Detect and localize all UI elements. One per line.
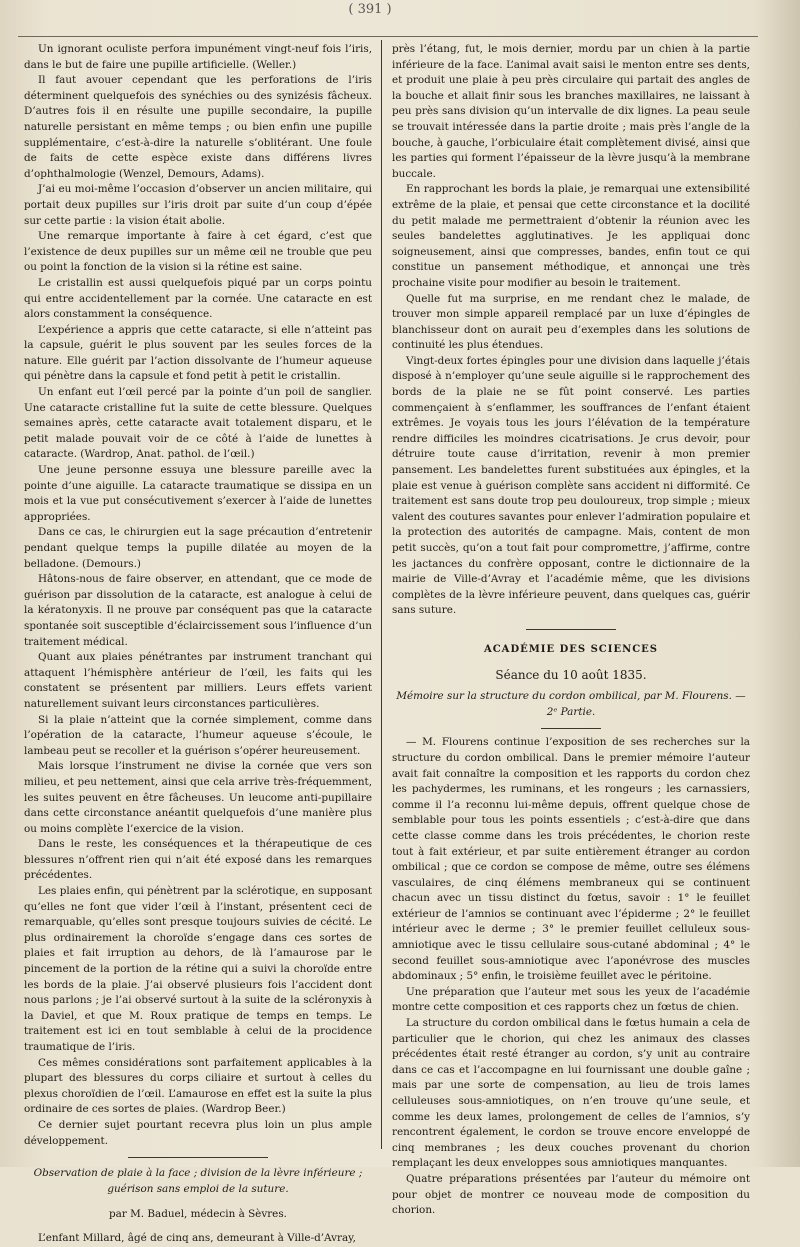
- paragraph: L’expérience a appris que cette cataracte, si elle n’atteint pas la capsule, guérit le plus souvent par les seules forces de la nature. Elle guérit par l’action dissolvante de l’humeur aqueuse qui pénètre dans la capsule et fond petit à petit le cristallin.: [24, 323, 372, 383]
- paragraph: Dans le reste, les conséquences et la thérapeutique de ces blessures n’offrent rien qui n’ait été exposé dans les remarques précédentes.: [24, 838, 372, 882]
- paragraph: Quatre préparations présentées par l’auteur du mémoire ont pour objet de montrer ce nouveau mode de composition du chorion.: [392, 1172, 750, 1217]
- paragraph: Vingt-deux fortes épingles pour une division dans laquelle j’étais disposé à n’employer qu’une seule aiguille si le rapprochement des bords de la plaie ne se fût point conservé. Les parties commençaient à s’enflammer, les souffrances de l’enfant étaient extrêmes. Je voyais tous les jours l’élévation de la température rendre difficiles les moindres cicatrisations. Je crus devoir, pour détruire toute cause d’irritation, revenir à mon premier pansement. Les bandelettes furent substituées aux épingles, et la plaie est venue à guérison complète sans accident ni difformité. Ce traitement est sans doute trop peu douloureux, trop simple ; mieux valent des coutures savantes pour enlever l’admiration populaire et la protection des autorités de campagne. Mais, content de mon petit succès, qu’on a tout fait pour compromettre, j’affirme, contre les jactances du confrère opposant, contre le dictionnaire de la mairie de Ville-d’Avray et l’académie même, que les divisions complètes de la lèvre inférieure peuvent, dans quelques cas, guérir sans suture.: [392, 354, 750, 617]
- section-rule: [128, 1157, 268, 1158]
- paragraph: Quelle fut ma surprise, en me rendant chez le malade, de trouver mon simple appareil remplacé par un luxe d’épingles de blanchisseur dont on aurait peu d’exemples dans les solutions de continuité les plus étendues.: [392, 292, 750, 352]
- right-column: [392, 42, 750, 1217]
- paragraph: — M. Flourens continue l’exposition de ses recherches sur la structure du cordon ombilical. Dans le premier mémoire l’auteur avait fait connaître la composition et les rapports du cordon chez les pachydermes, les ruminans, et les rongeurs ; les carnassiers, comme il l’a reconnu lui-même depuis, offrent quelque chose de semblable pour tous les points essentiels ; c’est-à-dire que dans cette classe comme dans les trois précédentes, le chorion reste tout à fait extérieur, et par suite entièrement étranger au cordon ombilical ; que ce cordon se compose de même, outre ses élémens vasculaires, de cinq élémens membraneux qui se continuent chacun avec un tissu distinct du fœtus, savoir : 1° le feuillet extérieur de l’amnios se continuant avec l’épiderme ; 2° le feuillet intérieur avec le derme ; 3° le premier feuillet celluleux sous-amniotique avec le tissu cellulaire sous-cutané abdominal ; 4° le second feuillet sous-amniotique avec l’aponévrose des muscles abdominaux ; 5° enfin, le troisième feuillet avec le péritoine.: [392, 736, 750, 983]
- paragraph: J’ai eu moi-même l’occasion d’observer un ancien militaire, qui portait deux pupilles sur l’iris droit par suite d’un coup d’épée sur cette partie : la vision était abolie.: [24, 183, 372, 227]
- column-divider: [381, 40, 382, 1149]
- paragraph: Il faut avouer cependant que les perforations de l’iris déterminent quelquefois des synéchies ou des synizésis fâcheux. D’autres fois il en résulte une pupille secondaire, la pupille naturelle persistant en même temps ; ou bien enfin une pupille supplémentaire, c’est-à-dire la naturelle s’oblitérant. Une foule de faits de cette espèce existe dans différens livres d’ophthalmologie (Wenzel, Demours, Adams).: [24, 74, 372, 180]
- paragraph: Une préparation que l’auteur met sous les yeux de l’académie montre cette composition et ces rapports chez un fœtus de chien.: [392, 985, 750, 1014]
- paragraph: Ce dernier sujet pourtant recevra plus loin un plus ample développement.: [24, 1118, 372, 1147]
- session-date: Séance du 10 août 1835.: [495, 667, 647, 682]
- paragraph: Quant aux plaies pénétrantes par instrument tranchant qui attaquent l’hémisphère antérieur de l’œil, les faits qui les constatent se présentent par milliers. Leurs effets varient naturellement suivant leurs circonstances particulières.: [24, 651, 372, 710]
- section-rule: [541, 728, 601, 729]
- paragraph: Un ignorant oculiste perfora impunément vingt-neuf fois l’iris, dans le but de faire une pupille artificielle. (Weller.): [24, 43, 372, 71]
- paragraph: Une jeune personne essuya une blessure pareille avec la pointe d’une aiguille. La cataracte traumatique se dissipa en un mois et la vue put consécutivement s’exercer à l’aide de lunettes appropriées.: [24, 464, 372, 523]
- paragraph: En rapprochant les bords la plaie, je remarquai une extensibilité extrême de la plaie, et pensai que cette circonstance et la docilité du petit malade me permettraient d’obtenir la réunion avec les seules bandelettes agglutinatives. Je les appliquai donc soigneusement, ainsi que compresses, bandes, enfin tout ce qui constitue un pansement méthodique, et annonçai une très prochaine visite pour modifier au besoin le traitement.: [392, 183, 750, 289]
- section-title: ACADÉMIE DES SCIENCES: [483, 643, 659, 655]
- paragraph: Dans ce cas, le chirurgien eut la sage précaution d’entretenir pendant quelque temps la pupille dilatée au moyen de la belladone. (Demours.): [24, 526, 372, 570]
- paragraph: Mais lorsque l’instrument ne divise la cornée que vers son milieu, et peu nettement, ainsi que cela arrive très-fréquemment, les suites peuvent en être fâcheuses. Un leucome anti-pupillaire dans cette circonstance anéantit quelquefois d’une manière plus ou moins complète l’exercice de la vision.: [24, 760, 372, 835]
- paragraph: L’enfant Millard, âgé de cinq ans, demeurant à Ville-d’Avray,: [38, 1231, 356, 1244]
- paragraph: Hâtons-nous de faire observer, en attendant, que ce mode de guérison par dissolution de la cataracte, est analogue à celui de la kératonyxis. Il ne prouve par conséquent pas que la cataracte spontanée soit susceptible d’éclaircissement sous l’influence d’un traitement médical.: [24, 573, 372, 648]
- paragraph: Les plaies enfin, qui pénètrent par la sclérotique, en supposant qu’elles ne font que vider l’œil à l’instant, présentent ceci de remarquable, qu’elles sont presque toujours suivies de cécité. Le plus ordinairement la choroïde s’engage dans ces sortes de plaies et fait irruption au dehors, de là l’amaurose par le pincement de la portion de la rétine qui a suivi la choroïde entre les bords de la plaie. J’ai observé plusieurs fois l’accident dont nous parlons ; je l’ai observé surtout à la suite de la scléronyxis à la Daviel, et que M. Roux pratique de temps en temps. Le traitement est ici en tout semblable à celui de la procidence traumatique de l’iris.: [24, 885, 372, 1053]
- page-number: ( 391 ): [348, 2, 392, 17]
- memoir-title: Mémoire sur la structure du cordon ombilical, par M. Flourens. — 2ᵉ Partie.: [396, 690, 746, 718]
- paragraph: La structure du cordon ombilical dans le fœtus humain a cela de particulier que le chorion, qui chez les animaux des classes précédentes était resté étranger au cordon, s’y unit au contraire dans ce cas et l’accompagne en lui fournissant une double gaîne ; mais par une sorte de compensation, au lieu de trois lames celluleuses sous-amniotiques, on n’en trouve qu’une seule, et comme les deux lames, prolongement de celles de l’amnios, s’y rencontrent également, le cordon se trouve encore enveloppé de cinq membranes ; les deux couches provenant du chorion remplaçant les deux enveloppes sous amniotiques manquantes.: [392, 1017, 750, 1170]
- paragraph: près l’étang, fut, le mois dernier, mordu par un chien à la partie inférieure de la face. L’animal avait saisi le menton entre ses dents, et produit une plaie à peu près circulaire qui partait des angles de la bouche et allait finir sous les branches maxillaires, ne laissant à peu près sans division qu’un intervalle de dix lignes. La peau seule se trouvait intéressée dans la partie droite ; mais près l’angle de la bouche, à gauche, l’orbiculaire était complètement divisé, ainsi que les parties qui forment l’épaisseur de la lèvre jusqu’à la membrane buccale.: [392, 43, 750, 180]
- paragraph: Ces mêmes considérations sont parfaitement applicables à la plupart des blessures du corps ciliaire et surtout à celles du plexus choroïdien de l’œil. L’amaurose en effet est la suite la plus ordinaire de ces sortes de plaies. (Wardrop Beer.): [24, 1056, 372, 1116]
- paragraph: Un enfant eut l’œil percé par la pointe d’un poil de sanglier. Une cataracte cristalline fut la suite de cette blessure. Quelques semaines après, cette cataracte avait totalement disparu, et le petit malade pouvait voir de ce côté à l’aide de lunettes à cataracte. (Wardrop, Anat. pathol. de l’œil.): [24, 386, 372, 461]
- left-column: [24, 42, 372, 1244]
- paragraph: Une remarque importante à faire à cet égard, c’est que l’existence de deux pupilles sur un même œil ne trouble que peu ou point la fonction de la vision si la rétine est saine.: [24, 230, 372, 274]
- paragraph: Si la plaie n’atteint que la cornée simplement, comme dans l’opération de la cataracte, l’humeur aqueuse s’écoule, le lambeau peut se recoller et la guérison s’opérer heureusement.: [24, 713, 372, 757]
- observation-title: Observation de plaie à la face ; division de la lèvre inférieure ; guérison sans emploi de la suture.: [33, 1167, 363, 1195]
- top-rule: [18, 36, 758, 37]
- section-rule: [526, 629, 616, 630]
- page-edge-shadow: [760, 0, 800, 1167]
- paragraph: Le cristallin est aussi quelquefois piqué par un corps pointu qui entre accidentellement par la cornée. Une cataracte en est alors constamment la conséquence.: [24, 276, 372, 321]
- byline: par M. Baduel, médecin à Sèvres.: [109, 1208, 287, 1221]
